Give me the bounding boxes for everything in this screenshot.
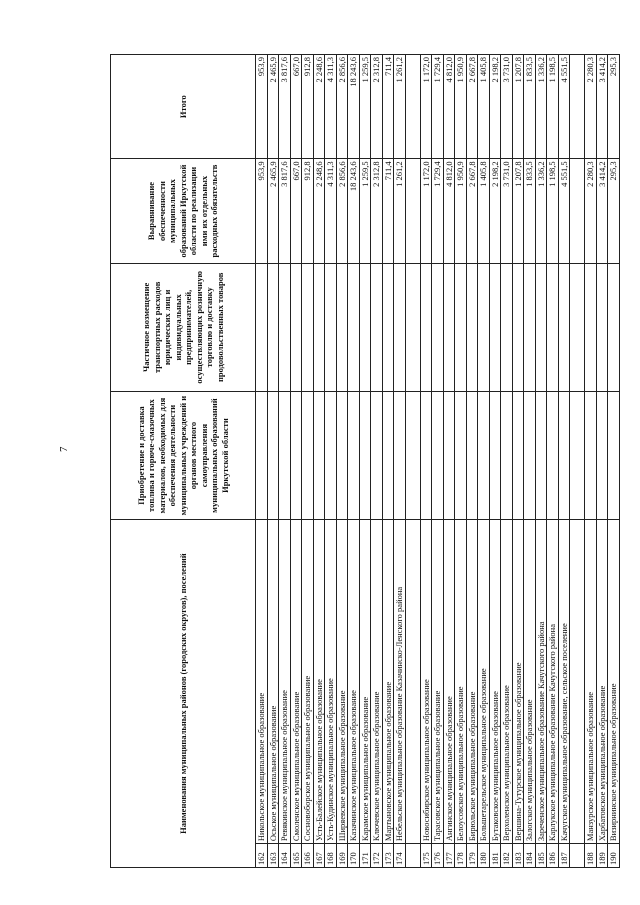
table-row bbox=[478, 55, 490, 868]
cell-equalization: 295,3 bbox=[608, 159, 620, 263]
cell-transport bbox=[596, 263, 608, 391]
cell-equalization: 2 667,8 bbox=[466, 159, 478, 263]
cell-equalization: 3 731,0 bbox=[501, 159, 513, 263]
cell-total: 18 243,6 bbox=[348, 55, 360, 159]
table-row bbox=[267, 55, 279, 868]
table-row bbox=[420, 55, 432, 868]
cell-total: 711,4 bbox=[382, 55, 394, 159]
cell-fuel bbox=[279, 391, 291, 519]
cell-total: 2 280,3 bbox=[585, 55, 597, 159]
cell-transport bbox=[420, 263, 432, 391]
row-number: 187 bbox=[558, 844, 570, 868]
row-number: 163 bbox=[267, 844, 279, 868]
cell-total: 667,0 bbox=[290, 55, 302, 159]
table-row bbox=[512, 55, 524, 868]
cell-total: 912,8 bbox=[302, 55, 314, 159]
cell-fuel bbox=[394, 391, 406, 519]
cell-fuel bbox=[512, 391, 524, 519]
row-number: 188 bbox=[585, 844, 597, 868]
cell-total: 1 729,4 bbox=[432, 55, 444, 159]
cell-transport bbox=[443, 263, 455, 391]
cell-fuel bbox=[524, 391, 536, 519]
cell-fuel bbox=[302, 391, 314, 519]
row-name: Новосибирское муниципальное образование bbox=[420, 520, 432, 844]
table-row bbox=[348, 55, 360, 868]
cell-total: 2 667,8 bbox=[466, 55, 478, 159]
cell-total: 2 465,9 bbox=[267, 55, 279, 159]
cell-transport bbox=[489, 263, 501, 391]
row-number: 164 bbox=[279, 844, 291, 868]
cell-fuel bbox=[478, 391, 490, 519]
row-number: 167 bbox=[313, 844, 325, 868]
table-body bbox=[256, 55, 620, 868]
header-total: Итого bbox=[111, 55, 256, 159]
cell-total: 4 551,5 bbox=[558, 55, 570, 159]
cell-fuel bbox=[466, 391, 478, 519]
row-name: Белоусовское муниципальное образование bbox=[455, 520, 467, 844]
cell-transport bbox=[267, 263, 279, 391]
row-name: Харбатовское муниципальное образование bbox=[596, 520, 608, 844]
table-row bbox=[596, 55, 608, 868]
cell-total: 3 817,6 bbox=[279, 55, 291, 159]
table-row bbox=[489, 55, 501, 868]
cell-total: 3 414,2 bbox=[596, 55, 608, 159]
cell-transport bbox=[478, 263, 490, 391]
row-number: 168 bbox=[325, 844, 337, 868]
cell-total: 2 312,8 bbox=[371, 55, 383, 159]
cell-equalization: 1 950,9 bbox=[455, 159, 467, 263]
cell-equalization: 1 172,0 bbox=[420, 159, 432, 263]
table-spacer-row bbox=[405, 55, 420, 868]
cell-transport bbox=[302, 263, 314, 391]
cell-fuel bbox=[290, 391, 302, 519]
cell-equalization: 1 729,4 bbox=[432, 159, 444, 263]
row-name: Бирюльское муниципальное образование bbox=[466, 520, 478, 844]
row-name: Бутаковское муниципальное образование bbox=[489, 520, 501, 844]
cell-equalization: 667,0 bbox=[290, 159, 302, 263]
row-name: Сосновоборское муниципальное образование bbox=[302, 520, 314, 844]
cell-equalization: 2 465,9 bbox=[267, 159, 279, 263]
row-name: Карамское муниципальное образование bbox=[359, 520, 371, 844]
cell-total: 1 405,8 bbox=[478, 55, 490, 159]
row-name: Ключевское муниципальное образование bbox=[371, 520, 383, 844]
table-row bbox=[466, 55, 478, 868]
cell-fuel bbox=[267, 391, 279, 519]
row-number: 186 bbox=[547, 844, 559, 868]
cell-transport bbox=[313, 263, 325, 391]
cell-equalization: 2 856,6 bbox=[336, 159, 348, 263]
table-row bbox=[535, 55, 547, 868]
cell-fuel bbox=[313, 391, 325, 519]
row-name: Визирнинское муниципальное образование bbox=[608, 520, 620, 844]
cell-fuel bbox=[558, 391, 570, 519]
spacer-cell bbox=[570, 159, 585, 263]
table-row bbox=[608, 55, 620, 868]
cell-equalization: 2 312,8 bbox=[371, 159, 383, 263]
cell-transport bbox=[501, 263, 513, 391]
cell-fuel bbox=[489, 391, 501, 519]
row-number: 177 bbox=[443, 844, 455, 868]
spacer-cell bbox=[570, 844, 585, 868]
cell-fuel bbox=[608, 391, 620, 519]
table-row bbox=[279, 55, 291, 868]
cell-total: 2 856,6 bbox=[336, 55, 348, 159]
table-row bbox=[371, 55, 383, 868]
row-name: Усть-Балейское муниципальное образование bbox=[313, 520, 325, 844]
cell-equalization: 4 812,0 bbox=[443, 159, 455, 263]
cell-fuel bbox=[455, 391, 467, 519]
cell-equalization: 18 243,6 bbox=[348, 159, 360, 263]
table-row bbox=[313, 55, 325, 868]
cell-fuel bbox=[420, 391, 432, 519]
table-row bbox=[558, 55, 570, 868]
cell-fuel bbox=[359, 391, 371, 519]
row-number: 176 bbox=[432, 844, 444, 868]
row-number: 166 bbox=[302, 844, 314, 868]
row-name: Манзурское муниципальное образование bbox=[585, 520, 597, 844]
row-name: Смоленское муниципальное образование bbox=[290, 520, 302, 844]
row-name: Никольское муниципальное образование bbox=[256, 520, 268, 844]
cell-fuel bbox=[535, 391, 547, 519]
row-number: 189 bbox=[596, 844, 608, 868]
cell-transport bbox=[466, 263, 478, 391]
cell-transport bbox=[558, 263, 570, 391]
header-fuel-purchase: Приобретение и доставка топлива и горюче-смазочных материалов, необходимых для обеспечения деятельности муниципальных учреждений и органов местного самоуправления муниципальных образований Иркутской области bbox=[111, 391, 256, 519]
header-equalization: Выравнивание обеспеченности муниципальных образований Иркутской области по реализации ими их отдельных расходных обязательств bbox=[111, 159, 256, 263]
row-name: Ангинское муниципальное образование bbox=[443, 520, 455, 844]
cell-equalization: 4 551,5 bbox=[558, 159, 570, 263]
row-name: Зареченское муниципальное образование Качугского района bbox=[535, 520, 547, 844]
row-number: 185 bbox=[535, 844, 547, 868]
row-number: 184 bbox=[524, 844, 536, 868]
spacer-cell bbox=[405, 263, 420, 391]
cell-transport bbox=[535, 263, 547, 391]
page-number: 7 bbox=[58, 446, 70, 452]
budget-table bbox=[110, 54, 620, 868]
cell-total: 1 833,5 bbox=[524, 55, 536, 159]
row-number: 183 bbox=[512, 844, 524, 868]
cell-fuel bbox=[371, 391, 383, 519]
cell-transport bbox=[455, 263, 467, 391]
cell-equalization: 3 414,2 bbox=[596, 159, 608, 263]
row-number: 178 bbox=[455, 844, 467, 868]
cell-total: 1 198,5 bbox=[547, 55, 559, 159]
table-header-row bbox=[111, 55, 256, 868]
cell-total: 953,9 bbox=[256, 55, 268, 159]
table-row bbox=[290, 55, 302, 868]
cell-equalization: 711,4 bbox=[382, 159, 394, 263]
table-row bbox=[455, 55, 467, 868]
table-row bbox=[359, 55, 371, 868]
table-row bbox=[302, 55, 314, 868]
row-name: Казачинское муниципальное образование bbox=[348, 520, 360, 844]
cell-transport bbox=[359, 263, 371, 391]
cell-fuel bbox=[432, 391, 444, 519]
cell-transport bbox=[524, 263, 536, 391]
table-row bbox=[432, 55, 444, 868]
row-name: Усть-Кудинское муниципальное образование bbox=[325, 520, 337, 844]
cell-equalization: 2 198,2 bbox=[489, 159, 501, 263]
row-name: Тарасовское муниципальное образование bbox=[432, 520, 444, 844]
cell-equalization: 4 311,3 bbox=[325, 159, 337, 263]
cell-transport bbox=[256, 263, 268, 391]
spacer-cell bbox=[405, 520, 420, 844]
row-name: Залогское муниципальное образование bbox=[524, 520, 536, 844]
table-row bbox=[547, 55, 559, 868]
cell-transport bbox=[348, 263, 360, 391]
row-number: 175 bbox=[420, 844, 432, 868]
row-name: Ревякинское муниципальное образование bbox=[279, 520, 291, 844]
cell-transport bbox=[512, 263, 524, 391]
table-row bbox=[443, 55, 455, 868]
header-municipality: Наименования муниципальных районов (городских округов), поселений bbox=[111, 520, 256, 868]
table-row bbox=[501, 55, 513, 868]
table-row bbox=[336, 55, 348, 868]
table-row bbox=[382, 55, 394, 868]
row-number: 162 bbox=[256, 844, 268, 868]
row-name: Ширяевское муниципальное образование bbox=[336, 520, 348, 844]
row-number: 169 bbox=[336, 844, 348, 868]
cell-total: 2 198,2 bbox=[489, 55, 501, 159]
cell-fuel bbox=[501, 391, 513, 519]
cell-transport bbox=[336, 263, 348, 391]
cell-fuel bbox=[547, 391, 559, 519]
table-row bbox=[585, 55, 597, 868]
row-name: Карлукское муниципальное образование Качугского района bbox=[547, 520, 559, 844]
rotated-table-container bbox=[110, 54, 618, 868]
cell-equalization: 1 259,5 bbox=[359, 159, 371, 263]
spacer-cell bbox=[570, 520, 585, 844]
row-name: Небельское муниципальное образование Казачинско-Ленского района bbox=[394, 520, 406, 844]
row-number: 173 bbox=[382, 844, 394, 868]
cell-fuel bbox=[348, 391, 360, 519]
cell-equalization: 1 261,2 bbox=[394, 159, 406, 263]
cell-total: 1 336,2 bbox=[535, 55, 547, 159]
table-row bbox=[256, 55, 268, 868]
row-number: 165 bbox=[290, 844, 302, 868]
row-name: Мартыновское муниципальное образование bbox=[382, 520, 394, 844]
cell-fuel bbox=[382, 391, 394, 519]
row-name: Вершина-Тутурское муниципальное образование bbox=[512, 520, 524, 844]
spacer-cell bbox=[405, 844, 420, 868]
cell-fuel bbox=[443, 391, 455, 519]
row-number: 172 bbox=[371, 844, 383, 868]
row-number: 174 bbox=[394, 844, 406, 868]
row-name: Большетарельское муниципальное образование bbox=[478, 520, 490, 844]
cell-equalization: 912,8 bbox=[302, 159, 314, 263]
cell-equalization: 1 833,5 bbox=[524, 159, 536, 263]
header-transport-compensation: Частичное возмещение транспортных расходов юридических лиц и индивидуальных предпринимателей, осуществляющих розничную торговлю и доставку продовольственных товаров bbox=[111, 263, 256, 391]
cell-equalization: 3 817,6 bbox=[279, 159, 291, 263]
cell-fuel bbox=[325, 391, 337, 519]
row-number: 171 bbox=[359, 844, 371, 868]
row-number: 170 bbox=[348, 844, 360, 868]
row-number: 179 bbox=[466, 844, 478, 868]
cell-equalization: 2 248,6 bbox=[313, 159, 325, 263]
cell-transport bbox=[608, 263, 620, 391]
cell-fuel bbox=[585, 391, 597, 519]
cell-total: 1 259,5 bbox=[359, 55, 371, 159]
cell-total: 1 172,0 bbox=[420, 55, 432, 159]
row-name: Осьское муниципальное образование bbox=[267, 520, 279, 844]
cell-total: 2 248,6 bbox=[313, 55, 325, 159]
cell-fuel bbox=[596, 391, 608, 519]
row-number: 182 bbox=[501, 844, 513, 868]
table-row bbox=[394, 55, 406, 868]
spacer-cell bbox=[405, 55, 420, 159]
cell-total: 295,3 bbox=[608, 55, 620, 159]
cell-equalization: 1 207,8 bbox=[512, 159, 524, 263]
cell-total: 1 207,8 bbox=[512, 55, 524, 159]
cell-transport bbox=[585, 263, 597, 391]
table-row bbox=[325, 55, 337, 868]
cell-transport bbox=[279, 263, 291, 391]
cell-equalization: 2 280,3 bbox=[585, 159, 597, 263]
cell-equalization: 1 336,2 bbox=[535, 159, 547, 263]
cell-fuel bbox=[256, 391, 268, 519]
cell-transport bbox=[290, 263, 302, 391]
cell-equalization: 1 198,5 bbox=[547, 159, 559, 263]
cell-transport bbox=[394, 263, 406, 391]
spacer-cell bbox=[570, 55, 585, 159]
row-name: Качугское муниципальное образование, сельское поселение bbox=[558, 520, 570, 844]
cell-transport bbox=[432, 263, 444, 391]
cell-transport bbox=[371, 263, 383, 391]
spacer-cell bbox=[405, 159, 420, 263]
cell-total: 1 950,9 bbox=[455, 55, 467, 159]
row-name: Верхоленское муниципальное образование bbox=[501, 520, 513, 844]
cell-transport bbox=[325, 263, 337, 391]
cell-transport bbox=[547, 263, 559, 391]
cell-fuel bbox=[336, 391, 348, 519]
table-spacer-row bbox=[570, 55, 585, 868]
row-number: 181 bbox=[489, 844, 501, 868]
cell-total: 3 731,0 bbox=[501, 55, 513, 159]
cell-transport bbox=[382, 263, 394, 391]
cell-equalization: 1 405,8 bbox=[478, 159, 490, 263]
cell-total: 4 311,3 bbox=[325, 55, 337, 159]
row-number: 180 bbox=[478, 844, 490, 868]
cell-total: 1 261,2 bbox=[394, 55, 406, 159]
spacer-cell bbox=[405, 391, 420, 519]
table-row bbox=[524, 55, 536, 868]
cell-equalization: 953,9 bbox=[256, 159, 268, 263]
spacer-cell bbox=[570, 263, 585, 391]
cell-total: 4 812,0 bbox=[443, 55, 455, 159]
row-number: 190 bbox=[608, 844, 620, 868]
spacer-cell bbox=[570, 391, 585, 519]
